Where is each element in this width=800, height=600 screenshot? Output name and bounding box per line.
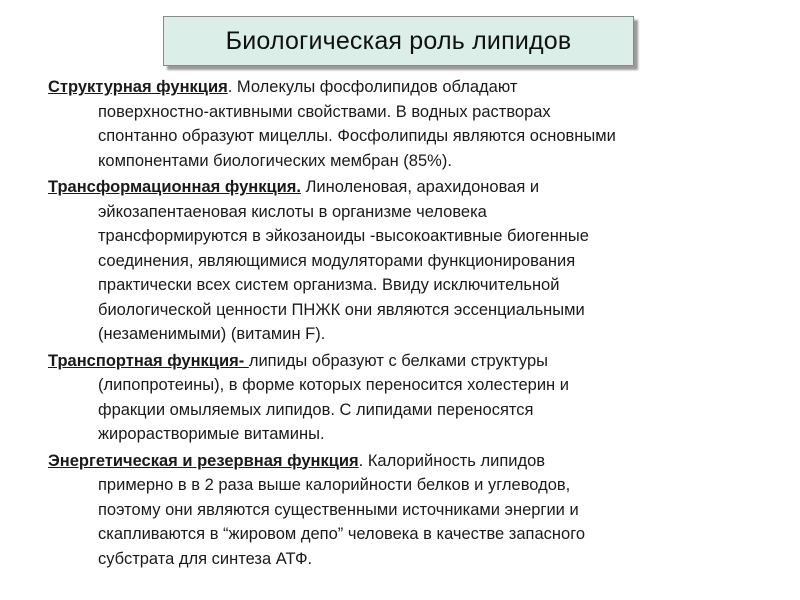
section-energy (48, 449, 778, 572)
section-first-line (48, 449, 778, 474)
section-text: липиды образуют с белками структуры (248, 351, 549, 370)
section-line: компонентами биологических мембран (85%). (98, 151, 452, 170)
section-transport (48, 349, 778, 447)
section-text: Линоленовая, арахидоновая и (300, 178, 540, 196)
section-line: соединения, являющимися модуляторами функционирования (98, 251, 576, 270)
title-box (163, 16, 634, 66)
section-structural (48, 75, 778, 173)
section-line: поверхностно-активными свойствами. В водных растворах (98, 102, 551, 121)
slide-title: Биологическая роль липидов (225, 26, 572, 55)
section-line: эйкозапентаеновая кислоты в организме человека (98, 202, 487, 221)
section-heading: Трансформационная функция. (48, 178, 301, 196)
section-first-line (48, 349, 778, 374)
section-text: Калорийность липидов (363, 451, 546, 470)
section-line: практически всех систем организма. Ввиду исключительной (98, 276, 560, 294)
section-line: (незаменимыми) (витамин F). (98, 325, 326, 343)
section-first-line (48, 75, 778, 100)
section-line: трансформируются в эйкозаноиды -высокоактивные биогенные (98, 227, 589, 245)
section-line: (липопротеины), в форме которых переносится холестерин и (98, 376, 569, 394)
heading-suffix: . (227, 78, 233, 96)
section-heading: Энергетическая и резервная функция (48, 451, 359, 470)
section-transformation (48, 175, 778, 347)
section-heading: Транспортная функция- (48, 351, 249, 370)
section-line: фракции омыляемых липидов. С липидами переносятся (98, 400, 534, 419)
section-line: спонтанно образуют мицеллы. Фосфолипиды являются основными (98, 127, 616, 145)
section-line: субстрата для синтеза АТФ. (98, 549, 313, 568)
section-line: биологической ценности ПНЖК они являются эссенциальными (98, 300, 585, 319)
section-line: жирорастворимые витамины. (98, 425, 325, 443)
section-line: скапливаются в “жировом депо” человека в качестве запасного (98, 525, 586, 543)
section-first-line (48, 175, 778, 200)
heading-suffix: . (358, 451, 364, 470)
section-heading: Структурная функция (48, 78, 228, 96)
slide-content (48, 75, 778, 573)
section-text: Молекулы фосфолипидов обладают (232, 78, 518, 96)
section-line: примерно в в 2 раза выше калорийности белков и углеводов, (98, 476, 571, 494)
section-line: поэтому они являются существенными источниками энергии и (98, 500, 579, 519)
